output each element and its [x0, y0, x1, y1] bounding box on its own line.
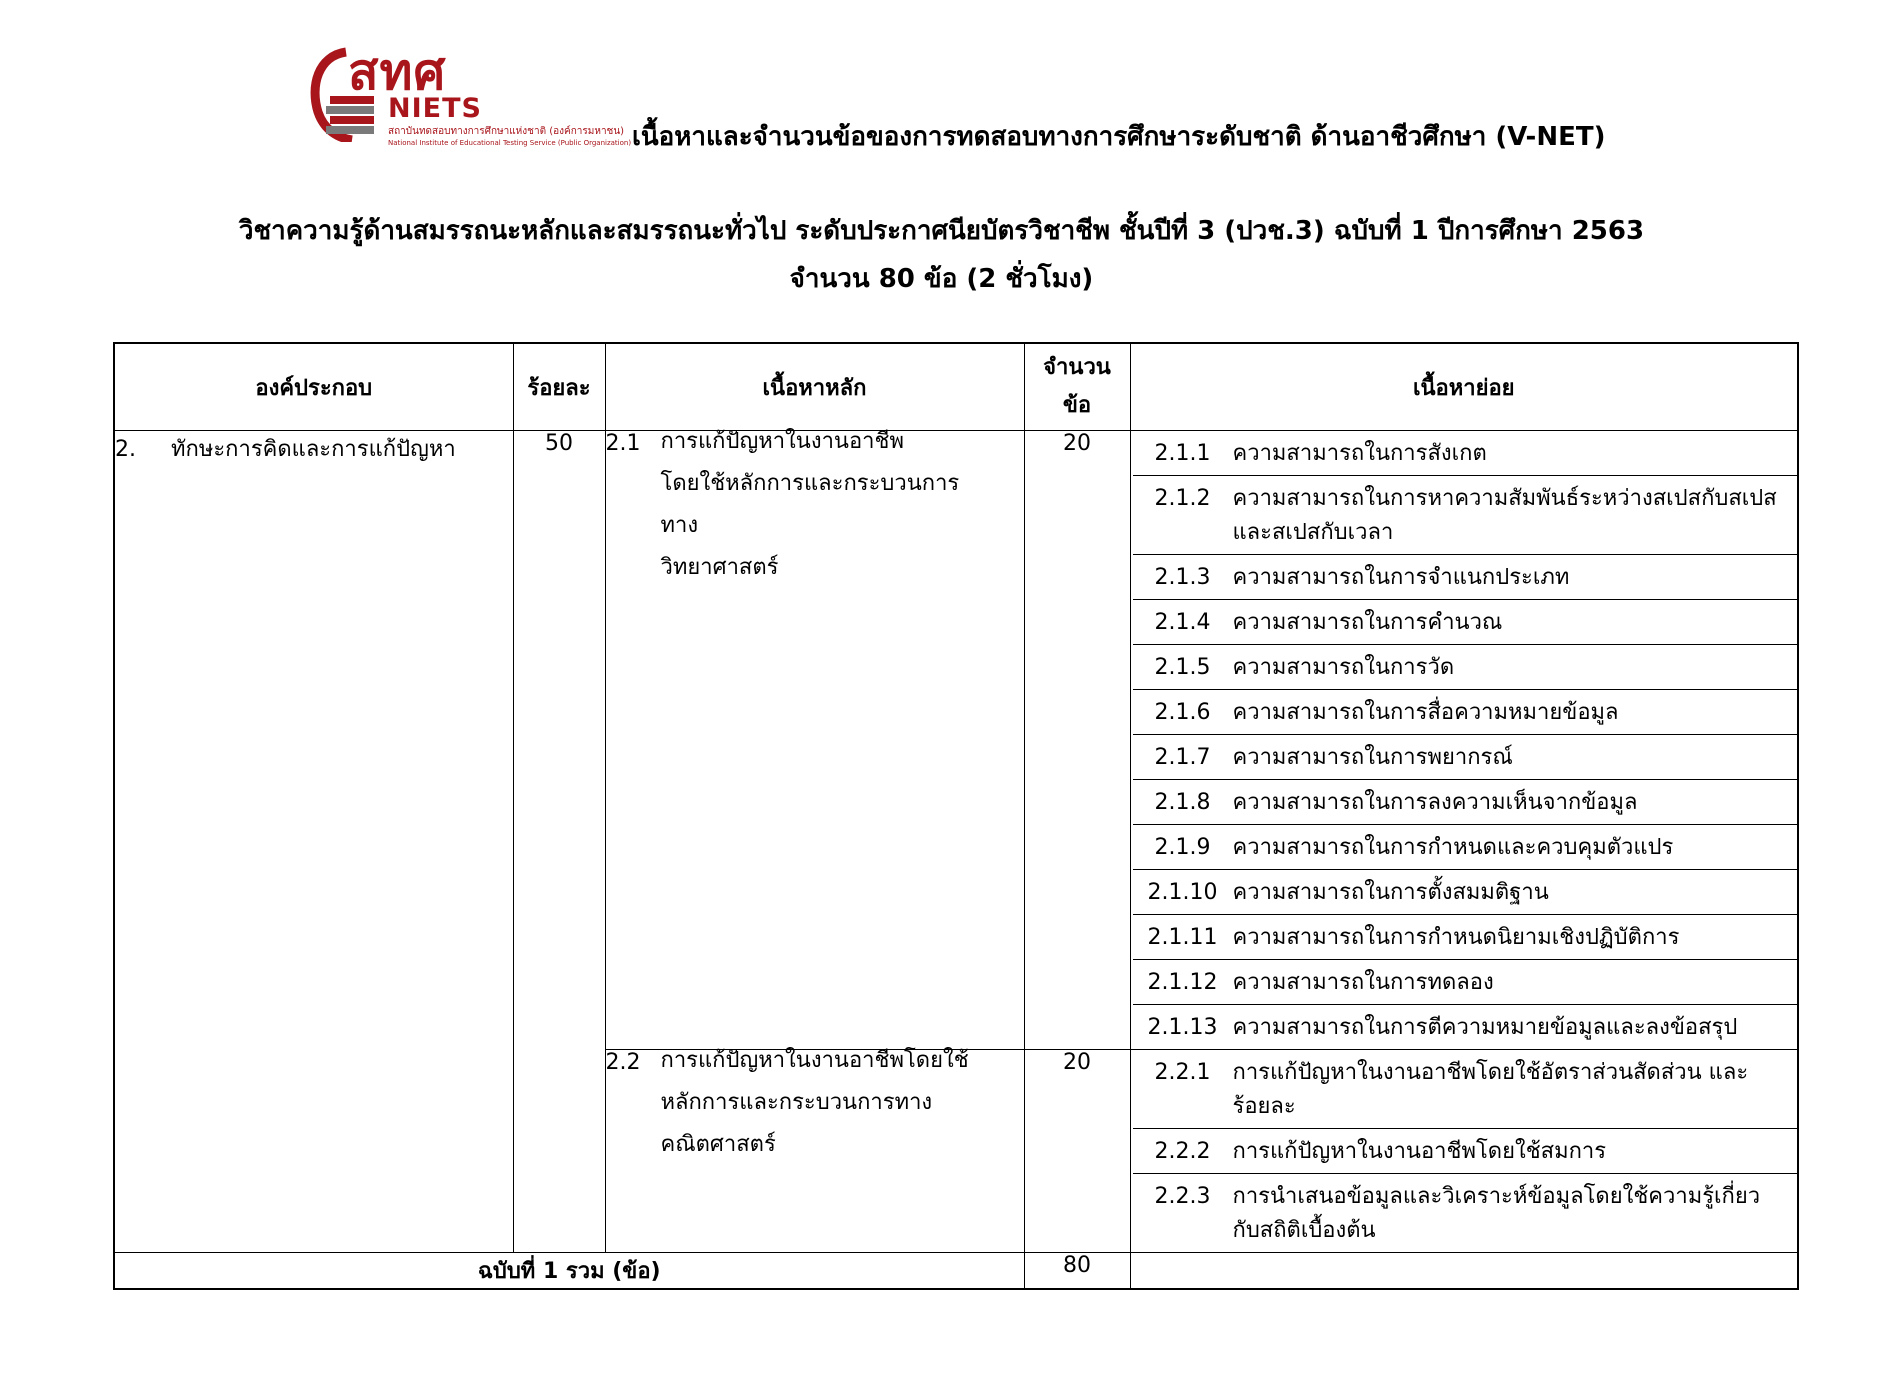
main-content-count: 20: [1024, 431, 1130, 1050]
sub-code: 2.1.4: [1154, 610, 1211, 635]
sub-text: ความสามารถในการคำนวณ: [1232, 610, 1503, 635]
logo-org-thai: สถาบันทดสอบทางการศึกษาแห่งชาติ (องค์การมหาชน): [388, 126, 625, 137]
item-count-subtitle: จำนวน 80 ข้อ (2 ชั่วโมง): [789, 264, 1094, 294]
list-item: [1133, 555, 1798, 600]
sub-code: 2.1.6: [1154, 700, 1211, 725]
list-item: [1133, 870, 1798, 915]
total-row: [114, 1253, 1798, 1290]
sub-content-cell: [1130, 431, 1798, 1050]
list-item: [1133, 645, 1798, 690]
list-item: [1133, 476, 1798, 555]
sub-code: 2.1.12: [1147, 970, 1218, 995]
header-count: [1024, 343, 1130, 431]
main-content-line: การแก้ปัญหาในงานอาชีพโดยใช้: [660, 1048, 969, 1073]
main-content-line: หลักการและกระบวนการทาง: [660, 1090, 933, 1115]
main-content-line: โดยใช้หลักการและกระบวนการทาง: [660, 471, 960, 538]
table-row: [114, 431, 1798, 1050]
list-item: [1133, 780, 1798, 825]
component-cell: [114, 431, 513, 1253]
list-item: [1133, 1174, 1798, 1252]
sub-code: 2.2.2: [1154, 1139, 1211, 1164]
document-title: เนื้อหาและจำนวนข้อของการทดสอบทางการศึกษาระดับชาติ ด้านอาชีวศึกษา (V-NET): [632, 122, 1606, 152]
table-header-row: [114, 343, 1798, 431]
main-content-text: [661, 421, 991, 589]
list-item: [1133, 735, 1798, 780]
main-content-count: 20: [1024, 1050, 1130, 1253]
component-name: ทักษะการคิดและการแก้ปัญหา: [171, 437, 456, 462]
sub-code: 2.1.2: [1154, 486, 1211, 511]
component-number: 2.: [115, 437, 136, 462]
sub-text: ความสามารถในการพยากรณ์: [1232, 745, 1513, 770]
sub-code: 2.2.1: [1154, 1060, 1211, 1085]
subject-subtitle: วิชาความรู้ด้านสมรรถนะหลักและสมรรถนะทั่วไป ระดับประกาศนียบัตรวิชาชีพ ชั้นปีที่ 3 (ปวช.3) ฉบับที่ 1 ปีการศึกษา 2563: [238, 216, 1645, 246]
test-blueprint-table: [113, 342, 1799, 1290]
logo-acronym: NIETS: [388, 93, 482, 124]
main-content-text: [661, 1040, 991, 1166]
list-item: [1133, 431, 1798, 476]
list-item: [1133, 1005, 1798, 1049]
header-sub-content: เนื้อหาย่อย: [1130, 343, 1798, 431]
sub-code: 2.1.8: [1154, 790, 1211, 815]
total-value: 80: [1024, 1253, 1130, 1290]
list-item: [1133, 1129, 1798, 1174]
header-main-content: เนื้อหาหลัก: [605, 343, 1024, 431]
sub-text: ความสามารถในการวัด: [1232, 655, 1455, 680]
sub-text: ความสามารถในการสื่อความหมายข้อมูล: [1232, 700, 1619, 725]
sub-text: ความสามารถในการสังเกต: [1232, 441, 1487, 466]
sub-code: 2.1.13: [1147, 1015, 1218, 1040]
header-count-line2: ข้อ: [1062, 393, 1092, 418]
sub-text: ความสามารถในการลงความเห็นจากข้อมูล: [1232, 790, 1638, 815]
niets-logo: [308, 43, 632, 147]
main-content-number: 2.2: [605, 1050, 641, 1075]
sub-code: 2.1.10: [1147, 880, 1218, 905]
sub-text: การแก้ปัญหาในงานอาชีพโดยใช้สมการ: [1232, 1139, 1607, 1164]
header-component: องค์ประกอบ: [114, 343, 513, 431]
sub-code: 2.1.3: [1154, 565, 1211, 590]
sub-text: ความสามารถในการหาความสัมพันธ์ระหว่างสเปสกับสเปสและสเปสกับเวลา: [1232, 486, 1777, 545]
list-item: [1133, 825, 1798, 870]
sub-code: 2.2.3: [1154, 1184, 1211, 1209]
sub-code: 2.1.1: [1154, 441, 1211, 466]
sub-content-cell: [1130, 1050, 1798, 1253]
sub-text: การนำเสนอข้อมูลและวิเคราะห์ข้อมูลโดยใช้ความรู้เกี่ยวกับสถิติเบื้องต้น: [1232, 1184, 1761, 1243]
sub-code: 2.1.9: [1154, 835, 1211, 860]
list-item: [1133, 960, 1798, 1005]
total-empty-cell: [1130, 1253, 1798, 1290]
sub-text: ความสามารถในการตีความหมายข้อมูลและลงข้อสรุป: [1232, 1015, 1738, 1040]
main-content-cell: [605, 431, 1024, 1050]
total-label: ฉบับที่ 1 รวม (ข้อ): [114, 1253, 1024, 1290]
list-item: [1133, 690, 1798, 735]
sub-text: การแก้ปัญหาในงานอาชีพโดยใช้อัตราส่วนสัดส่วน และร้อยละ: [1232, 1060, 1749, 1119]
main-content-line: คณิตศาสตร์: [660, 1132, 776, 1157]
list-item: [1133, 600, 1798, 645]
sub-content-list: [1131, 1050, 1798, 1252]
main-content-cell: [605, 1050, 1024, 1253]
sub-text: ความสามารถในการตั้งสมมติฐาน: [1232, 880, 1549, 905]
header-percent: ร้อยละ: [513, 343, 605, 431]
sub-text: ความสามารถในการกำหนดนิยามเชิงปฏิบัติการ: [1232, 925, 1680, 950]
component-percent: 50: [513, 431, 605, 1253]
sub-content-list: [1131, 431, 1798, 1049]
sub-text: ความสามารถในการทดลอง: [1232, 970, 1494, 995]
list-item: [1133, 1050, 1798, 1129]
logo-thai-text: สทศ: [348, 43, 447, 101]
main-content-line: การแก้ปัญหาในงานอาชีพ: [660, 429, 904, 454]
sub-text: ความสามารถในการกำหนดและควบคุมตัวแปร: [1232, 835, 1674, 860]
sub-code: 2.1.7: [1154, 745, 1211, 770]
sub-code: 2.1.11: [1147, 925, 1218, 950]
main-content-number: 2.1: [605, 431, 641, 456]
header-count-line1: จำนวน: [1043, 355, 1111, 380]
main-content-line: วิทยาศาสตร์: [660, 555, 779, 580]
logo-org-english: National Institute of Educational Testing Service (Public Organization): [388, 139, 632, 147]
list-item: [1133, 915, 1798, 960]
sub-code: 2.1.5: [1154, 655, 1211, 680]
sub-text: ความสามารถในการจำแนกประเภท: [1232, 565, 1570, 590]
